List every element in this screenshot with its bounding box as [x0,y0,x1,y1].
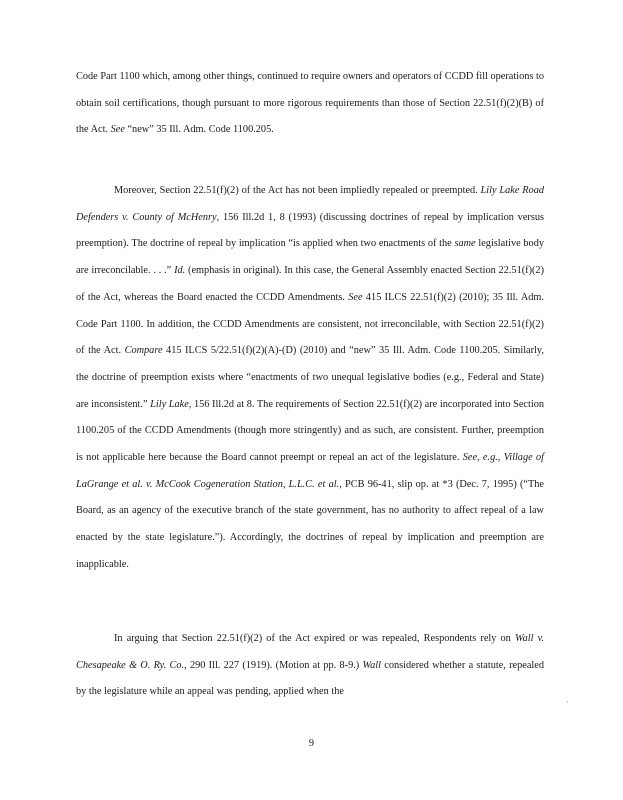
text-segment: (emphasis in original). In this case, the General Assembly enacted Section 22.51(f)(2) of the Act, whereas the Board enacted the CCDD Amendments. [76,265,545,303]
paragraph-2 [76,178,544,579]
text-segment: legislative body are irreconcilable. . . .” [76,238,544,277]
italic-text: See [348,291,363,303]
italic-text: See [110,124,125,136]
stray-mark: ` [566,700,569,709]
italic-text: Id. [174,265,186,277]
text-segment: Moreover, Section 22.51(f)(2) of the Act has not been impliedly repealed or preempted. [114,185,481,196]
text-segment: In arguing that Section 22.51(f)(2) of the Act expired or was repealed, Respondents rely on [114,633,515,644]
paragraph-1 [76,64,544,144]
italic-text: same [454,238,476,250]
text-segment: , 156 Ill.2d 1, 8 (1993) (discussing doctrines of repeal by implication versus preemption). The doctrine of repeal by implication “is applied when two enactments of the [76,211,544,250]
text-segment: Code Part 1100 which, among other things, continued to require owners and operators of CCDD fill operations to obtain soil certifications, though pursuant to more rigorous requirements than those of Section 22.51(f)(2)(B) of the Act. [76,71,544,136]
italic-text: Wall [362,659,382,671]
text-segment: , 290 Ill. 227 (1919). (Motion at pp. 8-9.) [184,659,363,671]
text-segment: , 156 Ill.2d at 8. The requirements of Section 22.51(f)(2) are incorporated into Section 1100.205 of the CCDD Amendments (though more stringently) and as such, are consistent. Further, preemption is not applicable here because the Board cannot preempt or repeal an act of the legislature. [76,398,544,464]
italic-text: Compare [124,345,163,357]
text-segment: 415 ILCS 22.51(f)(2) (2010); 35 Ill. Adm. Code Part 1100. In addition, the CCDD Amendments are consistent, not irreconcilable, with Section 22.51(f)(2) of the Act. [76,291,544,357]
italic-text: Wall v. Chesapeake & O. Ry. Co. [76,633,544,671]
italic-text: Lily Lake Road Defenders v. County of McHenry [76,185,544,223]
paragraph-3 [76,626,544,706]
text-segment: , PCB 96-41, slip op. at *3 (Dec. 7, 1995) (“The Board, as an agency of the executive branch of the state government, has no authority to affect repeal of a law enacted by the state legislature.”). Accordingly, the doctrines of repeal by implication and preemption are inapplicable. [76,478,545,570]
text-segment: 415 ILCS 5/22.51(f)(2)(A)-(D) (2010) and “new” 35 Ill. Adm. Code 1100.205. Similarly, the doctrine of preemption exists where “enactments of two unequal legislative bodies (e.g., Federal and State) are inconsistent.” [76,345,544,410]
text-segment: considered whether a statute, repealed by the legislature while an appeal was pending, applied when the [76,659,544,698]
italic-text: See, e.g., Village of LaGrange et al. v. McCook Cogeneration Station, L.L.C. et al. [76,452,544,490]
italic-text: Lily Lake [150,398,189,410]
text-segment: “new” 35 Ill. Adm. Code 1100.205. [124,124,274,136]
page-number: 9 [308,738,315,749]
